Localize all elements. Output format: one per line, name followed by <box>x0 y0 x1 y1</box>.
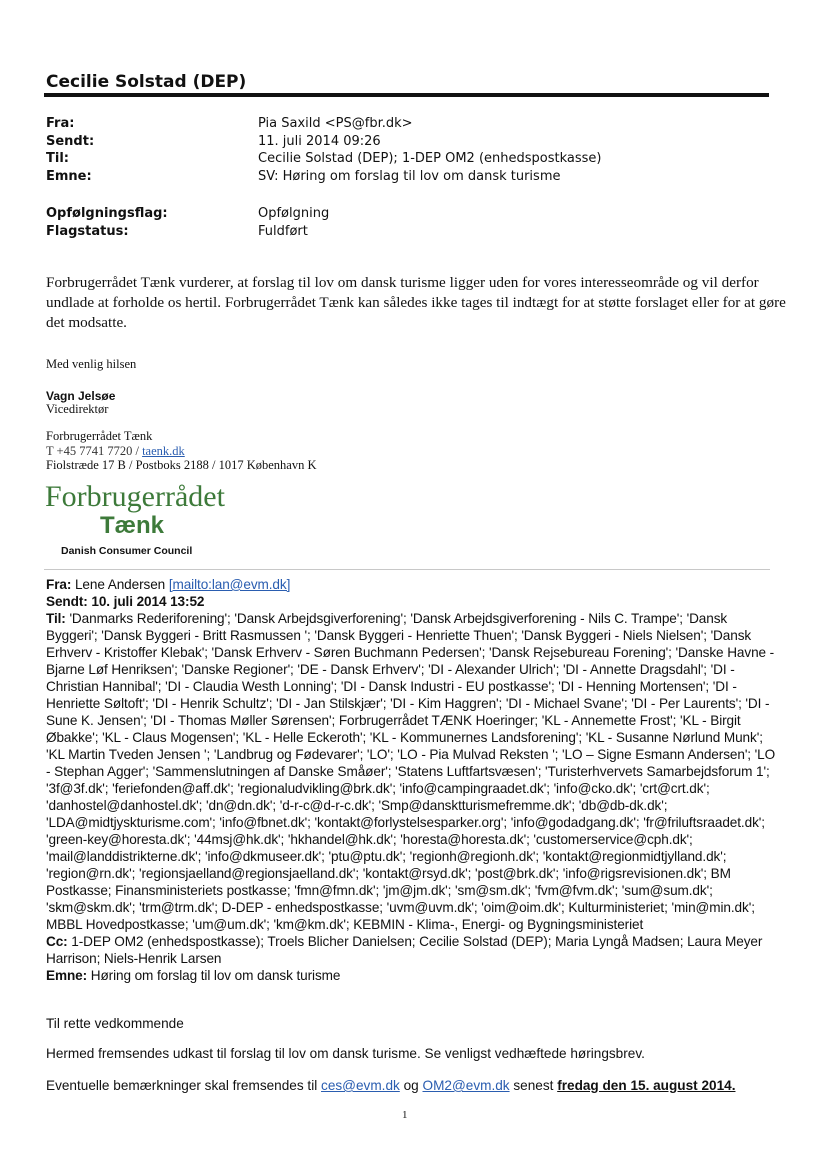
subject-value: SV: Høring om forslag til lov om dansk turisme <box>258 169 561 184</box>
fwd-sent-value: 10. juli 2014 13:52 <box>91 594 205 609</box>
header-label: Fra: <box>46 116 75 131</box>
letter-line1: Hermed fremsendes udkast til forslag til lov om dansk turisme. Se venligst vedhæftede høringsbrev. <box>46 1046 645 1061</box>
letter-text: senest <box>509 1078 558 1093</box>
fwd-subject-value: Høring om forslag til lov om dansk turisme <box>90 968 341 983</box>
closing-regards: Med venlig hilsen <box>46 357 137 371</box>
letter-text: Eventuelle bemærkninger skal fremsendes til <box>46 1078 322 1093</box>
fwd-from-row <box>46 576 781 593</box>
letter-line2 <box>46 1078 735 1093</box>
phone-text: T +45 7741 7720 / <box>46 444 143 458</box>
deadline-text: fredag den 15. august 2014. <box>557 1078 736 1093</box>
title-divider <box>44 93 769 97</box>
fwd-label: Sendt: <box>46 594 88 609</box>
letter-greeting: Til rette vedkommende <box>46 1016 184 1031</box>
letter-text: og <box>399 1078 423 1093</box>
fwd-label: Fra: <box>46 577 72 592</box>
logo-line1: Forbrugerrådet <box>45 480 225 513</box>
document-title: Cecilie Solstad (DEP) <box>46 72 247 92</box>
fwd-sent-row <box>46 593 781 610</box>
forbrugerraadet-logo <box>44 478 244 560</box>
logo-line2: Tænk <box>100 512 165 539</box>
followup-flag-value: Opfølgning <box>258 206 330 221</box>
logo-tagline: Danish Consumer Council <box>61 545 193 557</box>
recipients-value: Cecilie Solstad (DEP); 1-DEP OM2 (enhedspostkasse) <box>258 151 602 166</box>
reply-body: Forbrugerrådet Tænk vurderer, at forslag til lov om dansk turisme ligger uden for vores interesseområde og vil derfor undlade at forholde os hertil. Forbrugerrådet Tænk kan således ikke tages til indtægt for at støtte forslaget eller for at gøre det modsatte. <box>46 274 786 331</box>
website-link[interactable]: taenk.dk <box>142 444 185 458</box>
fwd-label: Emne: <box>46 968 88 983</box>
signature-contact <box>46 444 185 459</box>
fwd-to-list: 'Danmarks Rederiforening'; 'Dansk Arbejdsgiverforening'; 'Dansk Arbejdsgiverforening - Nils C. Trampe'; 'Dansk Byggeri'; 'Dansk Byggeri - Britt Rasmussen '; 'Dansk Byggeri - Henriette Thuen'; 'Dansk Byggeri - Niels Nielsen'; 'Dansk Erhverv - Kristoffer Klebak'; 'Dansk Erhverv - Søren Buchmann Pedersen'; 'Dansk Rejsebureau Forening'; 'Danske Havne - Bjarne Løf Henriksen'; 'Danske Regioner'; 'DE - Dansk Erhverv'; 'DI - Alexander Ulrich'; 'DI - Annette Dragsdahl'; 'DI - Christian Hannibal'; 'DI - Claudia Westh Lonning'; 'DI - Dansk Industri - EU postkasse'; 'DI - Henning Mortensen'; 'DI - Henriette Søltoft'; 'DI - Henrik Schultz'; 'DI - Jan Stilskjær'; 'DI - Kim Haggren'; 'DI - Michael Svane'; 'DI - Per Laurents'; 'DI - Sune K. Jensen'; 'DI - Thomas Møller Sørensen'; Forbrugerrådet TÆNK Hoeringer; 'KL - Annemette Frost'; 'KL - Birgit Øbakke'; 'KL - Claus Mogensen'; 'KL - Helle Eckeroth'; 'KL - Kommunernes Landsforening'; 'KL - Susanne Nørlund Munk'; 'KL Martin Tveden Jensen '; 'Landbrug og Fødevarer'; 'LO'; 'LO - Pia Mulvad Reksten '; 'LO – Signe Esmann Andersen'; 'LO - Stephan Agger'; 'Sammenslutningen af Danske Småøer'; 'Statens Luftfartsvæsen'; 'Turisterhvervets Samarbejdsforum 1'; '3f@3f.dk'; 'feriefonden@aff.dk'; 'regionaludvikling@brk.dk'; 'info@campingraadet.dk'; 'info@cko.dk'; 'crt@crt.dk'; 'danhostel@danhostel.dk'; 'dn@dn.dk'; 'd-r-c@d-r-c.dk'; 'Smp@dansktturismefremme.dk'; 'db@db-dk.dk'; 'LDA@midtjyskturisme.com'; 'info@fbnet.dk'; 'kontakt@forlystelsesparker.org'; 'info@godadgang.dk'; 'fr@friluftsraadet.dk'; 'green-key@horesta.dk'; '44msj@hk.dk'; 'hkhandel@hk.dk'; 'horesta@horesta.dk'; 'customerservice@cph.dk'; 'mail@landdistrikterne.dk'; 'info@dkmuseer.dk'; 'ptu@ptu.dk'; 'regionh@regionh.dk'; 'kontakt@regionmidtjylland.dk'; 'region@rn.dk'; 'regionsjaelland@regionsjaelland.dk'; 'kontakt@rsyd.dk'; 'post@brk.dk'; 'info@rigsrevisionen.dk'; BM Postkasse; Finansministeriets postkasse; 'fmn@fmn.dk'; 'jm@jm.dk'; 'sm@sm.dk'; 'fvm@fvm.dk'; 'sum@sum.dk'; 'skm@skm.dk'; 'trm@trm.dk'; D-DEP - enhedspostkasse; 'uvm@uvm.dk'; 'oim@oim.dk'; Kulturministeriet; 'min@min.dk'; MBBL Hovedpostkasse; 'um@um.dk'; 'km@km.dk'; KEBMIN - Klima-, Energi- og Bygningsministeriet <box>46 611 776 932</box>
signature-name: Vagn Jelsøe <box>46 389 116 403</box>
fwd-mailto-link[interactable]: [mailto:lan@evm.dk] <box>168 577 291 592</box>
signature-address: Fiolstræde 17 B / Postboks 2188 / 1017 København K <box>46 458 317 472</box>
signature-role: Vicedirektør <box>46 402 109 416</box>
header-label: Flagstatus: <box>46 224 129 239</box>
email-link-ces[interactable]: ces@evm.dk <box>321 1078 400 1093</box>
logo-graphic <box>44 478 244 560</box>
fwd-subject-row <box>46 967 781 984</box>
forwarded-message-header <box>46 576 781 984</box>
sent-value: 11. juli 2014 09:26 <box>258 134 381 149</box>
fwd-cc-list: 1-DEP OM2 (enhedspostkasse); Troels Blicher Danielsen; Cecilie Solstad (DEP); Maria Lyngå Madsen; Laura Meyer Harrison; Niels-Henrik Larsen <box>46 934 763 966</box>
signature-org: Forbrugerrådet Tænk <box>46 429 153 443</box>
sender-value: Pia Saxild <PS@fbr.dk> <box>258 116 413 131</box>
header-label: Emne: <box>46 169 92 184</box>
header-label: Til: <box>46 151 69 166</box>
fwd-label: Cc: <box>46 934 68 949</box>
fwd-cc-row <box>46 933 781 967</box>
header-label: Sendt: <box>46 134 95 149</box>
forward-divider <box>44 569 770 570</box>
flag-status-value: Fuldført <box>258 224 308 239</box>
fwd-from-name: Lene Andersen <box>74 577 169 592</box>
fwd-to-row <box>46 610 781 933</box>
fwd-label: Til: <box>46 611 66 626</box>
page-number: 1 <box>402 1109 408 1121</box>
email-link-om2[interactable]: OM2@evm.dk <box>422 1078 510 1093</box>
header-label: Opfølgningsflag: <box>46 206 168 221</box>
